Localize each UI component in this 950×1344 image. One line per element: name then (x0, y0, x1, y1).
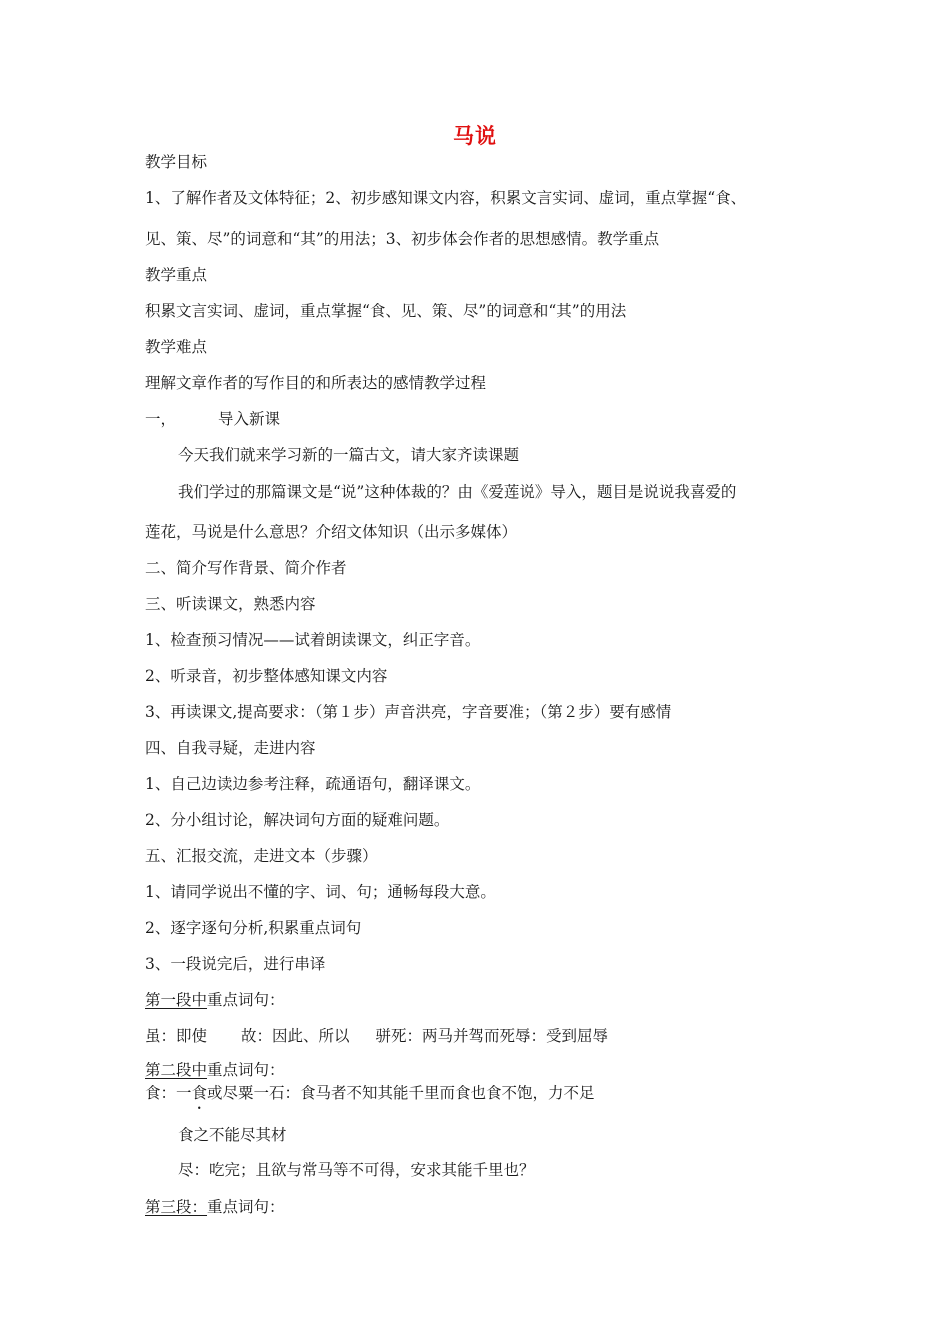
step-4-item-1: 1、自己边读边参考注释，疏通语句，翻译课文。 (145, 775, 481, 793)
key-word-gu: 故：因此、所以 (241, 1027, 350, 1045)
paragraph-1-key-words-heading (145, 990, 285, 1010)
goals-text-line-2: 见、策、尽”的词意和“其”的用法；3、初步体会作者的思想感情。教学重点 (145, 230, 660, 248)
key-word-shi-text: 或尽粟一石：食马者不知其能千里而食也食不饱，力不足 (207, 1084, 595, 1102)
step-1-paragraph-2-line-2: 莲花，马说是什么意思？介绍文体知识（出示多媒体） (145, 523, 518, 541)
section-heading-goals: 教学目标 (145, 153, 208, 171)
key-word-shi-line-2: 食之不能尽其材 (178, 1126, 287, 1144)
paragraph-2-label: 第二段中 (145, 1061, 208, 1079)
step-5-heading: 五、汇报交流，走进文本（步骤） (145, 847, 378, 865)
step-5-item-2: 2、逐字逐句分析,积累重点词句 (145, 919, 362, 937)
step-3-item-1: 1、检查预习情况——试着朗读课文，纠正字音。 (145, 631, 481, 649)
step-5-item-3: 3、一段说完后，进行串译 (145, 955, 326, 973)
step-1-heading (145, 409, 280, 429)
document-title: 马说 (453, 124, 497, 148)
step-3-item-2: 2、听录音，初步整体感知课文内容 (145, 667, 388, 685)
section-heading-key-points: 教学重点 (145, 266, 208, 284)
key-points-text: 积累文言实词、虚词，重点掌握“食、见、策、尽”的词意和“其”的用法 (145, 302, 627, 320)
step-5-item-1: 1、请同学说出不懂的字、词、句；通畅每段大意。 (145, 883, 496, 901)
step-2-heading: 二、简介写作背景、简介作者 (145, 559, 347, 577)
step-1-number: 一， (145, 410, 177, 428)
step-1-paragraph-1: 今天我们就来学习新的一篇古文，请大家齐读课题 (178, 446, 520, 464)
key-word-sui: 虽：即使 (145, 1027, 208, 1045)
key-word-jin: 尽：吃完；且欲与常马等不可得，安求其能千里也？ (178, 1161, 535, 1179)
section-heading-difficulties: 教学难点 (145, 338, 208, 356)
key-word-shi-line-1 (145, 1083, 595, 1103)
paragraph-1-label: 第一段中 (145, 991, 208, 1009)
step-3-heading: 三、听读课文，熟悉内容 (145, 595, 316, 613)
step-4-heading: 四、自我寻疑，走进内容 (145, 739, 316, 757)
key-word-shi-prefix: 食：一 (145, 1084, 192, 1102)
emphasis-dot-char: 食 (191, 1084, 208, 1102)
paragraph-3-key-words-heading (145, 1197, 285, 1217)
goals-text-line-1: 1、了解作者及文体特征；2、初步感知课文内容，积累文言实词、虚词，重点掌握“食、 (145, 189, 747, 207)
paragraph-2-heading-rest: 重点词句： (207, 1061, 285, 1079)
step-4-item-2: 2、分小组讨论，解决词句方面的疑难问题。 (145, 811, 450, 829)
paragraph-1-key-words (145, 1026, 608, 1046)
paragraph-3-label: 第三段： (145, 1198, 208, 1216)
step-1-title: 导入新课 (218, 410, 281, 428)
difficulties-text: 理解文章作者的写作目的和所表达的感情教学过程 (145, 374, 487, 392)
step-1-paragraph-2-line-1: 我们学过的那篇课文是“说”这种体裁的？由《爱莲说》导入，题目是说说我喜爱的 (178, 483, 737, 501)
step-3-item-3: 3、再读课文,提高要求：（第１步）声音洪亮，字音要准；（第２步）要有感情 (145, 703, 672, 721)
key-word-pian-si: 骈死：两马并驾而死辱：受到屈辱 (375, 1027, 609, 1045)
paragraph-1-heading-rest: 重点词句： (207, 991, 285, 1009)
paragraph-3-heading-rest: 重点词句： (207, 1198, 285, 1216)
paragraph-2-key-words-heading (145, 1060, 285, 1080)
